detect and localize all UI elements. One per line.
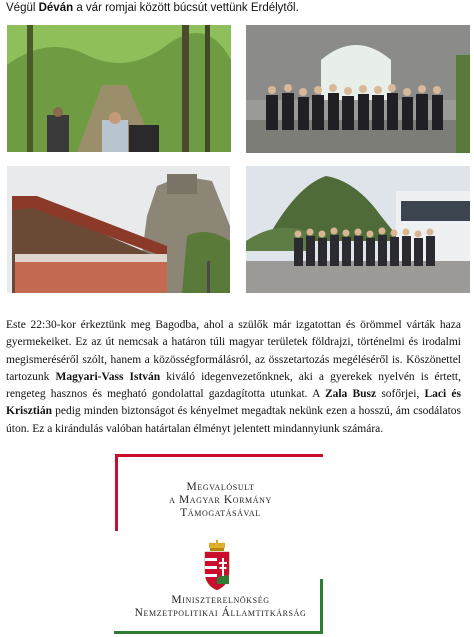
body-text-part: sofőrjei, <box>376 388 425 401</box>
body-text-part: Este 22:30-kor érkeztünk meg Bagodba, ahol a szülők már izgatottan és örömmel várták haza gyermekeiket. Ez az út nemcsak a határon túli magyar területek földrajzi, történelmi és irodalmi megismeréséről szólt, hanem a közösségformálásról, az összetartozás megéléséről is. Köszönettel tartozunk <box>6 319 461 383</box>
logo-red-line <box>115 454 323 457</box>
castle-ruins-photo <box>7 166 230 293</box>
body-paragraph <box>6 317 461 438</box>
intro-suffix: a vár romjai között búcsút vettünk Erdélytől. <box>73 2 299 14</box>
body-text-part: kiváló idegenvezetőnknek, aki a gyerekek nyelvén is értett, rengeteg hasznos és megható gondolattal gazdagította utunkat. A <box>6 370 461 401</box>
logo-green-bar <box>320 579 323 634</box>
hungarian-coat-of-arms-icon <box>200 540 234 592</box>
forest-path-photo <box>7 25 231 152</box>
body-text-part: pedig minden biztonságot és kényelmet megadtak nekünk ezen a hosszú, ám csodálatos úton. Ez a kirándulás valóban határtalan élményt jelentett mindannyiunk számára. <box>6 405 461 435</box>
guide-name: Magyari-Vass István <box>55 370 161 383</box>
ministry-name: Miniszterelnökség <box>171 594 270 606</box>
funding-line-3: Támogatásával <box>180 507 261 519</box>
driver-names: Laci és Krisztián <box>6 388 461 418</box>
intro-text <box>6 2 299 14</box>
bus-group-photo <box>246 166 470 293</box>
funding-line-1: Megvalósult <box>186 481 255 493</box>
funding-line-2: a Magyar Kormány <box>169 494 272 506</box>
secretariat-name: Nemzetpolitikai Államtitkárság <box>134 607 307 619</box>
bus-company-name: Zala Busz <box>324 388 377 401</box>
intro-prefix: Végül <box>6 2 39 14</box>
gate-group-photo <box>246 25 470 153</box>
intro-place: Déván <box>38 2 74 14</box>
logo-green-line <box>114 631 323 634</box>
